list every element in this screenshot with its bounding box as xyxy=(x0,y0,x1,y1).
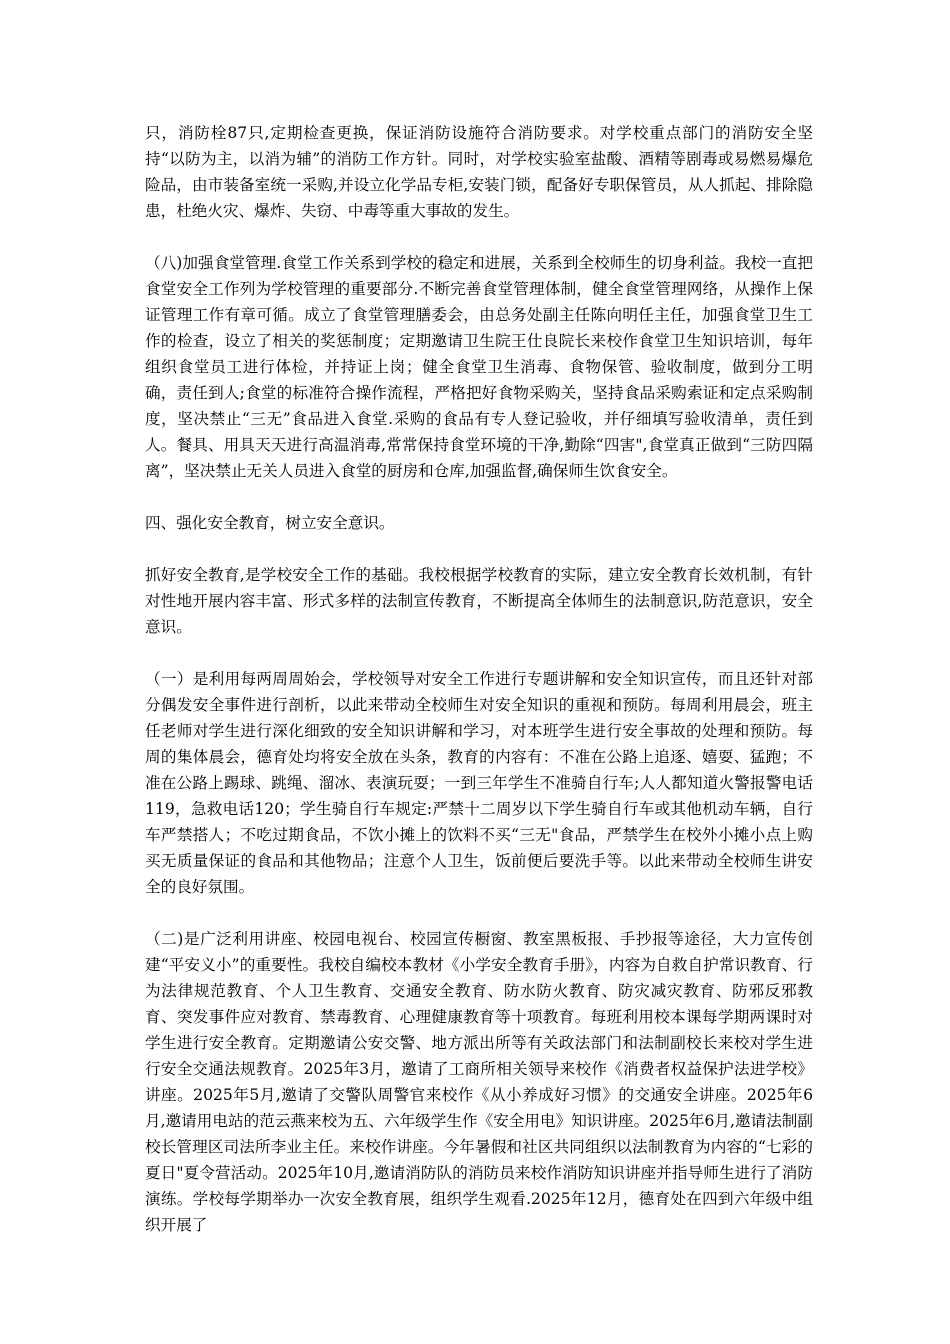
paragraph-canteen-management: （八)加强食堂管理.食堂工作关系到学校的稳定和进展，关系到全校师生的切身利益。我校一直把食堂安全工作列为学校管理的重要部分.不断完善食堂管理体制，健全食堂管理网络，从操作上保证管理工作有章可循。成立了食堂管理膳委会，由总务处副主任陈向明任主任，加强食堂卫生工作的检查，设立了相关的奖惩制度；定期邀请卫生院王仕良院长来校作食堂卫生知识培训，每年组织食堂员工进行体检，并持证上岗；健全食堂卫生消毒、食物保管、验收制度，做到分工明确，责任到人;食堂的标准符合操作流程，严格把好食物采购关，坚持食品采购索证和定点采购制度，坚决禁止“三无”食品进入食堂.采购的食品有专人登记验收，并仔细填写验收清单，责任到人。餐具、用具天天进行高温消毒,常常保持食堂环境的干净,勤除“四害",食堂真正做到“三防四隔离”，坚决禁止无关人员进入食堂的厨房和仓库,加强监督,确保师生饮食安全。 xyxy=(145,254,813,480)
document-page xyxy=(145,120,813,1264)
section-heading-safety-education: 四、强化安全教育，树立安全意识。 xyxy=(145,514,395,532)
paragraph-weekly-meetings: （一）是利用每两周周始会，学校领导对安全工作进行专题讲解和安全知识宣传，而且还针对部分偶发安全事件进行剖析，以此来带动全校师生对安全知识的重视和预防。每周利用晨会，班主任老师对学生进行深化细致的安全知识讲解和学习，对本班学生进行安全事故的处理和预防。每周的集体晨会，德育处均将安全放在头条，教育的内容有：不准在公路上追逐、嬉耍、猛跑；不准在公路上踢球、跳绳、溜冰、表演玩耍；一到三年学生不准骑自行车;人人都知道火警报警电话119，急救电话120；学生骑自行车规定:严禁十二周岁以下学生骑自行车或其他机动车辆，自行车严禁搭人；不吃过期食品，不饮小摊上的饮料不买“三无"食品，严禁学生在校外小摊小点上购买无质量保证的食品和其他物品；注意个人卫生，饭前便后要洗手等。以此来带动全校师生讲安全的良好氛围。 xyxy=(145,670,813,896)
paragraph-lectures-and-campaigns: （二)是广泛利用讲座、校园电视台、校园宣传橱窗、教室黑板报、手抄报等途径，大力宣传创建“平安义小”的重要性。我校自编校本教材《小学安全教育手册》，内容为自救自护常识教育、行为法律规范教育、个人卫生教育、交通安全教育、防水防火教育、防灾减灾教育、防邪反邪教育、突发事件应对教育、禁毒教育、心理健康教育等十项教育。每班利用校本课每学期两课时对学生进行安全教育。定期邀请公安交警、地方派出所等有关政法部门和法制副校长来校对学生进行安全交通法规教育。2025年3月，邀请了工商所相关领导来校作《消费者权益保护法进学校》讲座。2025年5月,邀请了交警队周警官来校作《从小养成好习惯》的交通安全讲座。2025年6月,邀请用电站的范云燕来校为五、六年级学生作《安全用电》知识讲座。2025年6月,邀请法制副校长管理区司法所李业主任。来校作讲座。今年暑假和社区共同组织以法制教育为内容的“七彩的夏日"夏令营活动。2025年10月,邀请消防队的消防员来校作消防知识讲座并指导师生进行了消防演练。学校每学期举办一次安全教育展，组织学生观看.2025年12月，德育处在四到六年级中组织开展了 xyxy=(145,930,813,1234)
paragraph-safety-education-intro: 抓好安全教育,是学校安全工作的基础。我校根据学校教育的实际，建立安全教育长效机制，有针对性地开展内容丰富、形式多样的法制宣传教育，不断提高全体师生的法制意识,防范意识，安全意识。 xyxy=(145,566,813,636)
paragraph-fire-safety: 只，消防栓87只,定期检查更换，保证消防设施符合消防要求。对学校重点部门的消防安全坚持“以防为主，以消为辅”的消防工作方针。同时，对学校实验室盐酸、酒精等剧毒或易燃易爆危险品，由市装备室统一采购,并设立化学品专柜,安装门锁，配备好专职保管员，从人抓起、排除隐患，杜绝火灾、爆炸、失窃、中毒等重大事故的发生。 xyxy=(145,124,813,220)
